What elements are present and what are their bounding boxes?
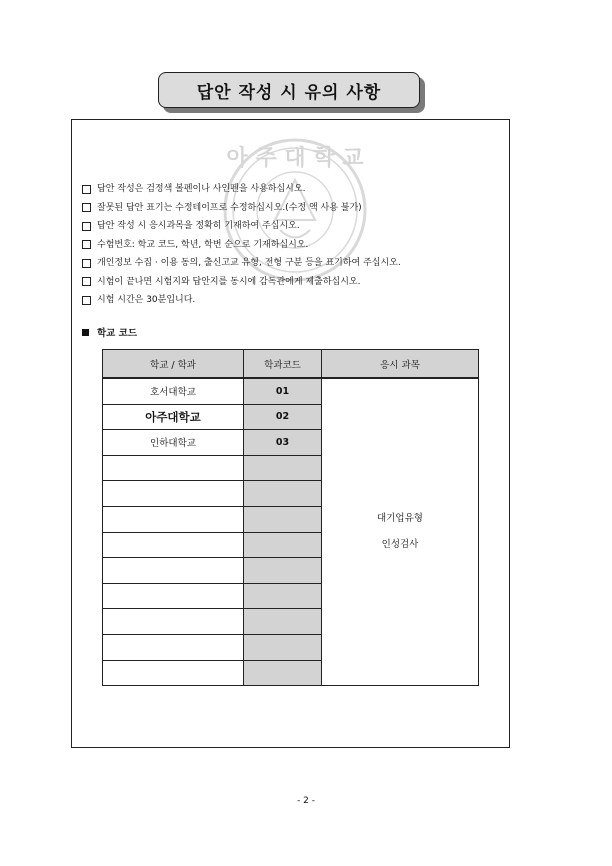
school-code-heading xyxy=(80,325,137,339)
checkbox-icon xyxy=(82,222,91,231)
empty-school-cell xyxy=(103,558,244,584)
school-name-cell: 인하대학교 xyxy=(103,430,244,456)
empty-code-cell xyxy=(244,481,322,507)
table-row xyxy=(103,378,479,404)
rule-item xyxy=(80,217,500,236)
rule-text: 시험 시간은 30분입니다. xyxy=(97,295,196,305)
empty-school-cell xyxy=(103,455,244,481)
rules-list xyxy=(80,180,500,310)
rule-text: 답안 작성 시 응시과목을 정확히 기재하여 주십시오. xyxy=(97,221,300,231)
empty-code-cell xyxy=(244,609,322,635)
table-header-row xyxy=(103,350,479,379)
empty-school-cell xyxy=(103,583,244,609)
empty-code-cell xyxy=(244,558,322,584)
empty-school-cell xyxy=(103,609,244,635)
checkbox-icon xyxy=(82,240,91,249)
subjects-cell xyxy=(322,378,479,686)
subject-item: 대기업유형 xyxy=(377,513,423,525)
empty-code-cell xyxy=(244,583,322,609)
school-code-table xyxy=(102,349,479,686)
school-code-heading-text: 학교 코드 xyxy=(97,328,138,339)
empty-code-cell xyxy=(244,506,322,532)
rule-text: 수험번호: 학교 코드, 학년, 학번 순으로 기재하십시오. xyxy=(97,239,309,250)
empty-school-cell xyxy=(103,634,244,660)
empty-school-cell xyxy=(103,506,244,532)
rule-item xyxy=(80,273,500,292)
page-number: - 2 - xyxy=(297,796,315,806)
school-name-cell: 호서대학교 xyxy=(103,378,244,404)
rule-text: 시험이 끝나면 시험지와 답안지를 동시에 감독관에게 제출하십시오. xyxy=(97,276,361,287)
checkbox-icon xyxy=(82,277,91,286)
header-subject: 응시 과목 xyxy=(322,350,479,379)
checkbox-icon xyxy=(82,296,91,305)
checkbox-icon xyxy=(82,185,91,194)
rule-text: 개인정보 수집 · 이용 동의, 출신고교 유형, 전형 구분 등을 표기하여 주십시오. xyxy=(97,258,401,268)
rule-item xyxy=(80,291,500,310)
empty-code-cell xyxy=(244,634,322,660)
header-code: 학과코드 xyxy=(244,350,322,379)
header-school: 학교 / 학과 xyxy=(103,350,244,379)
empty-code-cell xyxy=(244,660,322,686)
rule-text: 답안 작성은 검정색 볼펜이나 사인펜을 사용하십시오. xyxy=(97,184,306,194)
rule-item xyxy=(80,236,500,255)
checkbox-icon xyxy=(82,259,91,268)
checkbox-icon xyxy=(82,203,91,212)
code-cell: 03 xyxy=(244,430,322,456)
empty-school-cell xyxy=(103,532,244,558)
rule-item xyxy=(80,180,500,199)
subject-item: 인성검사 xyxy=(381,539,419,551)
page-title: 답안 작성 시 유의 사항 xyxy=(158,72,420,108)
rule-item xyxy=(80,199,500,218)
code-cell: 02 xyxy=(244,404,322,430)
empty-code-cell xyxy=(244,532,322,558)
svg-text:아 주 대 학 교: 아 주 대 학 교 xyxy=(226,146,364,171)
empty-school-cell xyxy=(103,660,244,686)
rule-text: 잘못된 답안 표기는 수정테이프로 수정하십시오.(수정 액 사용 불가) xyxy=(97,202,362,213)
school-name-cell: 아주대학교 xyxy=(103,404,244,430)
code-cell: 01 xyxy=(244,378,322,404)
empty-school-cell xyxy=(103,481,244,507)
empty-code-cell xyxy=(244,455,322,481)
rule-item xyxy=(80,254,500,273)
square-bullet-icon xyxy=(82,329,89,336)
